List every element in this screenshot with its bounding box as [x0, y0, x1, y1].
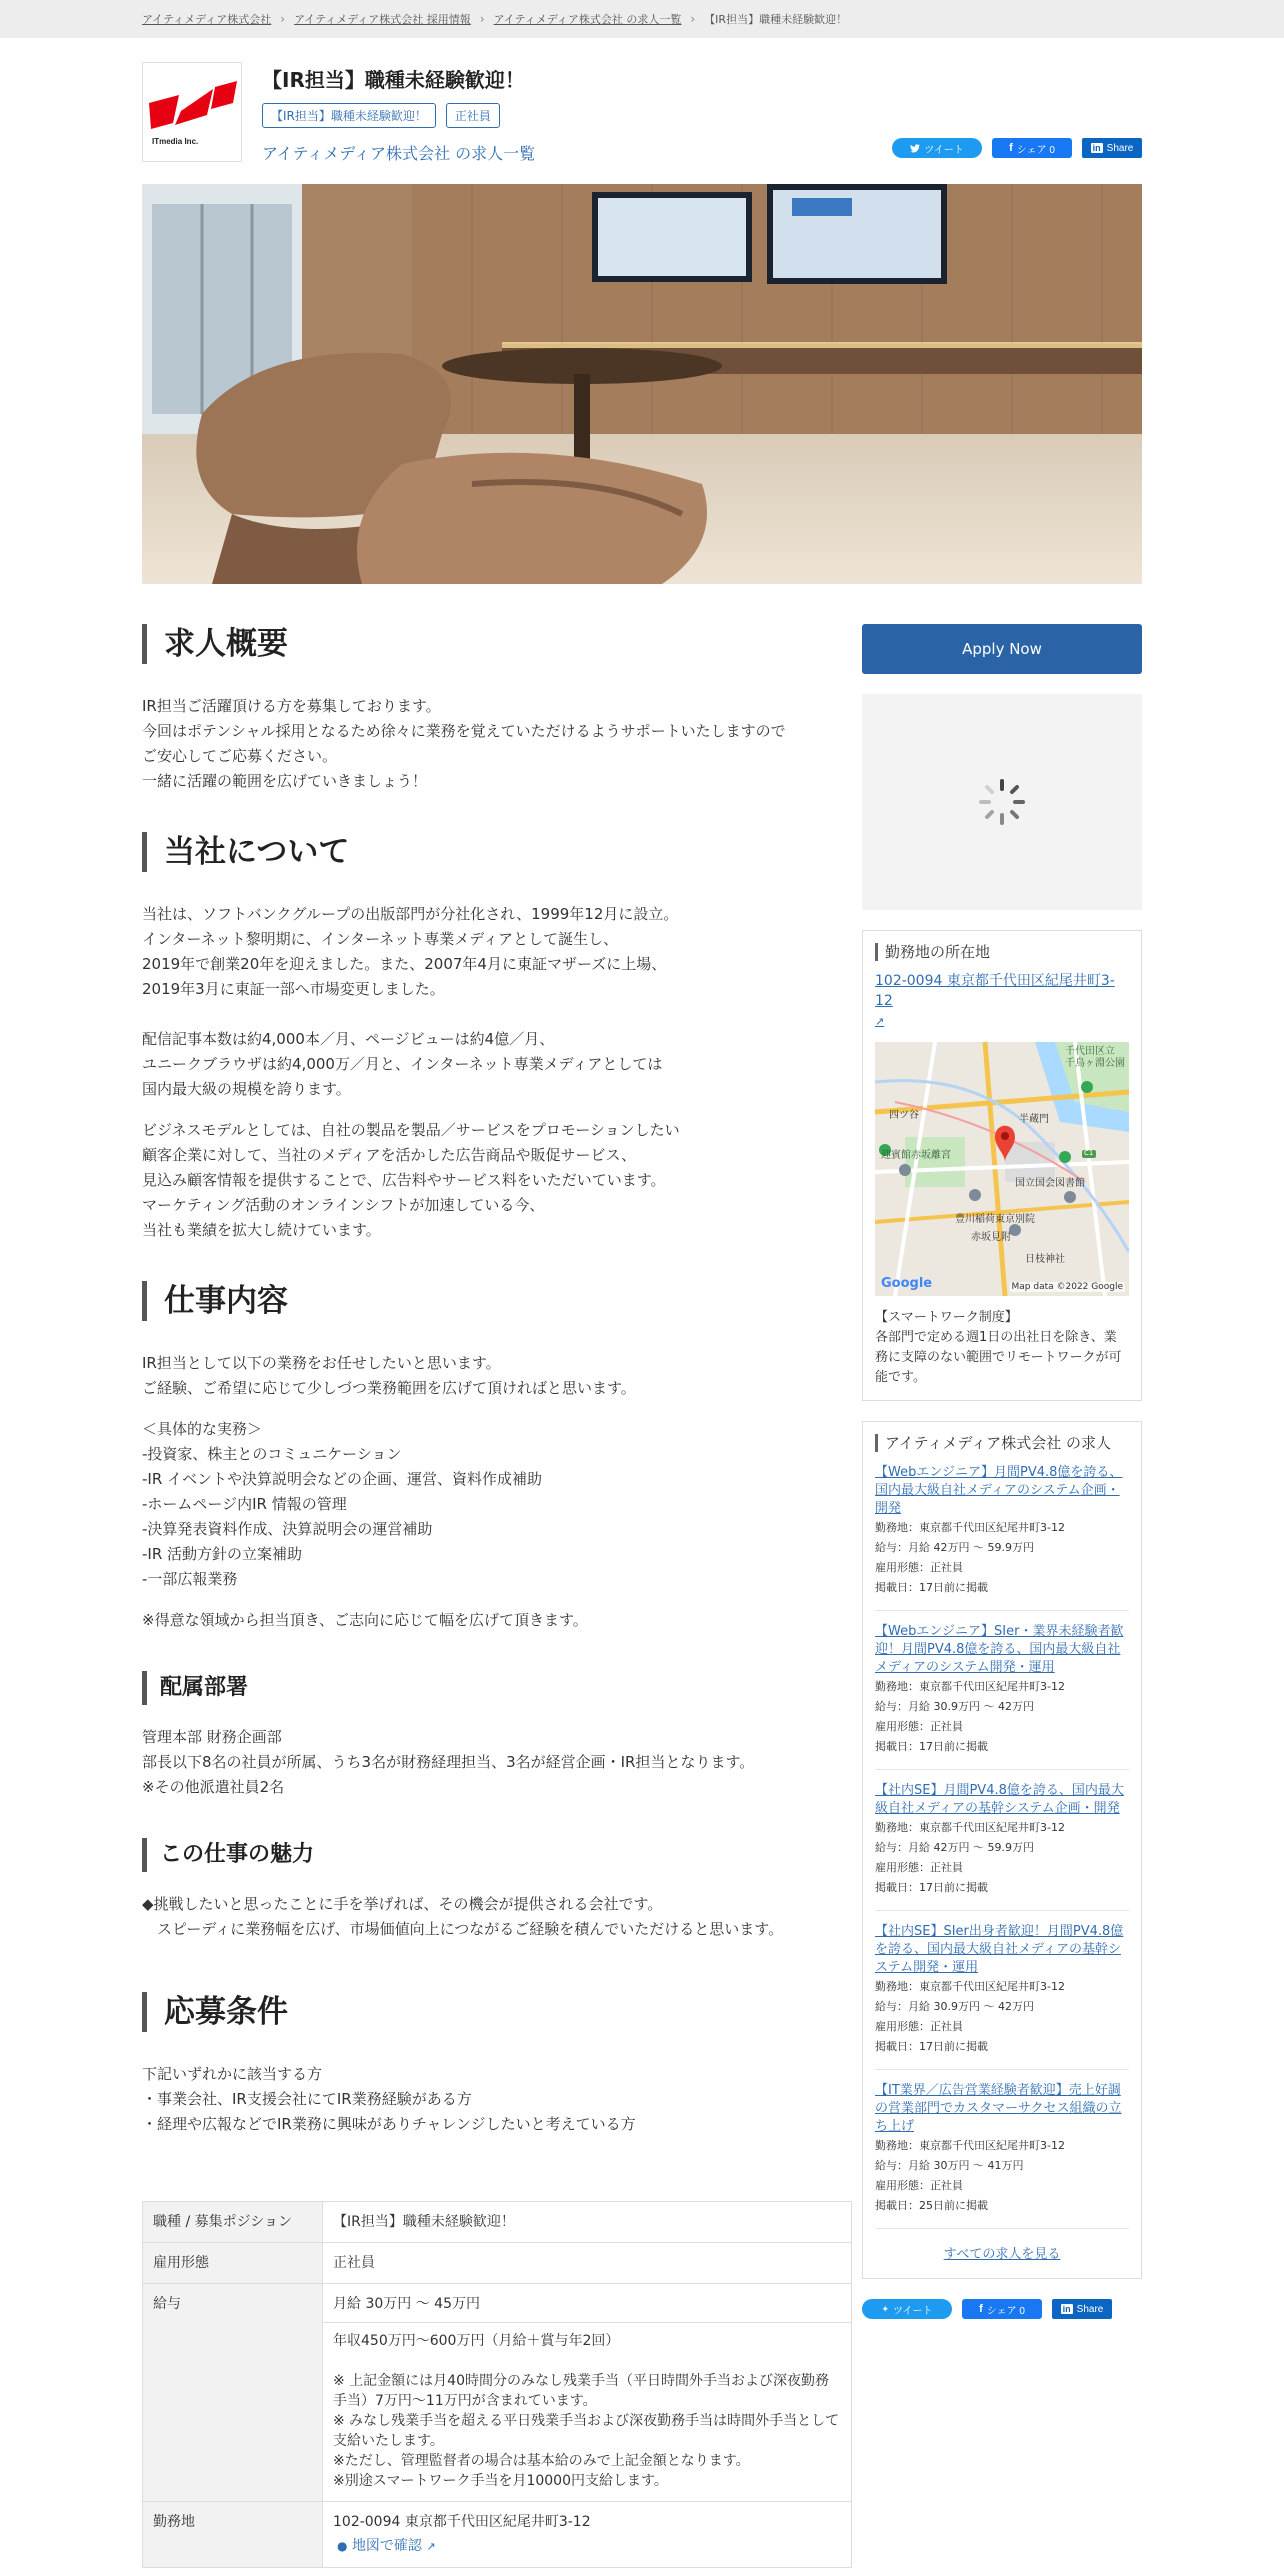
loading-spinner-icon — [977, 777, 1027, 827]
job-text — [142, 1351, 852, 1401]
about-line: 当社も業績を拡大し続けています。 — [142, 1221, 381, 1239]
job-posted: 掲載日：17日前に掲載 — [875, 2040, 988, 2053]
map-label-toyokawa: 豊川稲荷東京別院 — [955, 1214, 1035, 1225]
table-value-position: 【IR担当】職種未経験歓迎！ — [323, 2202, 852, 2243]
requirements-text — [142, 2062, 852, 2137]
job-type: 雇用形態：正社員 — [875, 1561, 963, 1574]
overview-line: 一緒に活躍の範囲を広げていきましょう！ — [142, 772, 428, 790]
facebook-icon: f — [979, 2303, 983, 2315]
linkedin-share-label: Share — [1106, 142, 1134, 154]
tag-employment-type[interactable]: 正社員 — [446, 103, 500, 128]
job-note — [142, 1608, 852, 1633]
facebook-icon: f — [1009, 142, 1013, 154]
about-line: 2019年で創業20年を迎えました。また、2007年4月に東証マザーズに上場、 — [142, 955, 667, 973]
overview-line: ご安心してご応募ください。 — [142, 747, 338, 765]
map-label-chiyoda: 千代田区立 千鳥ヶ淵公園 — [1065, 1046, 1125, 1069]
linkedin-icon: in — [1062, 2304, 1071, 2314]
dept-text — [142, 1725, 852, 1800]
location-address-text: 102-0094 東京都千代田区紀尾井町3-12 — [875, 973, 1115, 1009]
breadcrumb-link-company[interactable]: アイティメディア株式会社 — [142, 13, 272, 26]
list-item — [875, 1611, 1129, 1770]
external-link-icon: ↗ — [875, 1015, 885, 1028]
tag-position[interactable]: 【IR担当】職種未経験歓迎！ — [262, 103, 436, 128]
requirements-line: 下記いずれかに該当する方 — [142, 2065, 323, 2083]
job-duty: -ホームページ内IR 情報の管理 — [142, 1495, 347, 1513]
list-item — [875, 1770, 1129, 1911]
job-posted: 掲載日：25日前に掲載 — [875, 2199, 988, 2212]
appeal-line: ◆挑戦したいと思ったことに手を挙げれば、その機会が提供される会社です。 — [142, 1895, 663, 1913]
job-type: 雇用形態：正社員 — [875, 1861, 963, 1874]
job-location: 勤務地：東京都千代田区紀尾井町3-12 — [875, 1521, 1065, 1534]
table-row — [143, 2202, 852, 2243]
map-label-akasakamitsuke: 赤坂見附 — [971, 1232, 1011, 1243]
job-duty: -IR 活動方針の立案補助 — [142, 1545, 303, 1563]
about-text — [142, 902, 852, 1102]
about-line: 見込み顧客情報を提供することで、広告料やサービス料をいただいています。 — [142, 1171, 666, 1189]
salary-line: 年収450万円～600万円（月給＋賞与年2回） — [333, 2333, 620, 2349]
job-location: 勤務地：東京都千代田区紀尾井町3-12 — [875, 1680, 1065, 1693]
section-job — [142, 1281, 852, 1633]
twitter-bird-icon: ✦ — [881, 2303, 890, 2314]
location-card — [862, 930, 1142, 1401]
tweet-label: ツイート — [924, 144, 964, 156]
linkedin-icon: in — [1092, 143, 1101, 153]
dept-line: 部長以下8名の社員が所属、うち3名が財務経理担当、3名が経営企画・IR担当となります。 — [142, 1753, 755, 1771]
job-duty: ＜具体的な実務＞ — [142, 1420, 263, 1438]
job-title-link[interactable]: 【IT業界／広告営業経験者歓迎】売上好調の営業部門でカスタマーサクセス組織の立ち上げ — [875, 2083, 1122, 2134]
salary-line: ※ただし、管理監督者の場合は基本給のみで上記金額となります。 — [333, 2453, 750, 2469]
job-salary: 給与：月給 30.9万円 〜 42万円 — [875, 1700, 1034, 1713]
dept-line: 管理本部 財務企画部 — [142, 1728, 282, 1746]
table-key-position: 職種 / 募集ポジション — [143, 2202, 323, 2243]
about-text-business — [142, 1118, 852, 1243]
job-line: ※得意な領域から担当頂き、ご志向に応じて幅を広げて頂きます。 — [142, 1611, 588, 1629]
company-job-list — [875, 1452, 1129, 2229]
section-title-job: 仕事内容 — [142, 1281, 852, 1321]
job-posted: 掲載日：17日前に掲載 — [875, 1581, 988, 1594]
facebook-share-label: シェア 0 — [986, 2305, 1025, 2317]
breadcrumb-link-job-list[interactable]: アイティメディア株式会社 の求人一覧 — [493, 13, 682, 26]
company-jobs-link[interactable]: アイティメディア株式会社 の求人一覧 — [262, 144, 536, 163]
map-label-route: C1 — [1084, 1149, 1094, 1157]
table-key-salary: 給与 — [143, 2284, 323, 2502]
table-key-location: 勤務地 — [143, 2502, 323, 2568]
about-line: マーケティング活動のオンラインシフトが加速している今、 — [142, 1196, 545, 1214]
job-location: 勤務地：東京都千代田区紀尾井町3-12 — [875, 1821, 1065, 1834]
location-card-title: 勤務地の所在地 — [875, 943, 1129, 961]
google-map-image — [875, 1042, 1129, 1296]
section-title-appeal: この仕事の魅力 — [142, 1838, 852, 1872]
share-buttons-bottom — [862, 2299, 1142, 2319]
location-map[interactable] — [875, 1042, 1129, 1296]
section-appeal — [142, 1838, 852, 1942]
section-requirements — [142, 1992, 852, 2137]
job-type: 雇用形態：正社員 — [875, 2179, 963, 2192]
job-posted: 掲載日：17日前に掲載 — [875, 1881, 988, 1894]
job-salary: 給与：月給 42万円 〜 59.9万円 — [875, 1541, 1034, 1554]
about-line: インターネット黎明期に、インターネット専業メディアとして誕生し、 — [142, 930, 619, 948]
loading-panel — [862, 694, 1142, 910]
appeal-line: スピーディに業務幅を広げ、市場価値向上につながるご経験を積んでいただけると思います。 — [142, 1920, 784, 1938]
job-tags — [262, 103, 500, 128]
job-duty: -決算発表資料作成、決算説明会の運営補助 — [142, 1520, 433, 1538]
company-jobs-card — [862, 1421, 1142, 2279]
breadcrumb-current: 【IR担当】職種未経験歓迎！ — [704, 13, 848, 26]
facebook-share-button[interactable] — [992, 138, 1072, 158]
list-item — [875, 1911, 1129, 2070]
table-value-employment: 正社員 — [323, 2243, 852, 2284]
section-overview — [142, 624, 852, 794]
hero-office-image — [142, 184, 1142, 584]
job-salary: 給与：月給 30.9万円 〜 42万円 — [875, 2000, 1034, 2013]
smart-work-text: 各部門で定める週1日の出社日を除き、業務に支障のない範囲でリモートワークが可能です。 — [875, 1330, 1122, 1385]
about-line: 顧客企業に対して、当社のメディアを活かした広告商品や販促サービス、 — [142, 1146, 636, 1164]
job-line: IR担当として以下の業務をお任せしたいと思います。 — [142, 1354, 501, 1372]
office-lounge-photo — [142, 184, 1142, 584]
section-title-requirements: 応募条件 — [142, 1992, 852, 2032]
job-type: 雇用形態：正社員 — [875, 1720, 963, 1733]
linkedin-share-button[interactable] — [1082, 138, 1142, 158]
all-jobs-link[interactable]: すべての求人を見る — [943, 2247, 1061, 2262]
map-label-hanzomon: 半蔵門 — [1019, 1114, 1049, 1125]
map-label-geihinkan: 迎賓館赤坂離宮 — [881, 1150, 951, 1161]
twitter-bird-icon — [910, 144, 920, 153]
section-dept — [142, 1671, 852, 1800]
itmedia-logo-icon — [143, 63, 243, 163]
list-item — [875, 2070, 1129, 2229]
chevron-right-icon: › — [690, 12, 696, 26]
map-credit: Map data ©2022 Google — [1011, 1282, 1123, 1292]
section-title-dept: 配属部署 — [142, 1671, 852, 1705]
job-details-table — [142, 2201, 852, 2568]
overview-text — [142, 694, 852, 794]
chevron-right-icon: › — [280, 12, 286, 26]
map-label-hie: 日枝神社 — [1025, 1254, 1065, 1265]
job-title-link[interactable]: 【社内SE】SIer出身者歓迎！月間PV4.8億を誇る、国内最大級自社メディアの基幹システム開発・運用 — [875, 1924, 1124, 1975]
section-about — [142, 832, 852, 1243]
google-logo: Google — [881, 1276, 933, 1291]
about-line: 国内最大級の規模を誇ります。 — [142, 1080, 351, 1098]
job-title-link[interactable]: 【Webエンジニア】SIer・業界未経験者歓迎！月間PV4.8億を誇る、国内最大級自社メディアのシステム開発・運用 — [875, 1624, 1124, 1675]
dept-line: ※その他派遣社員2名 — [142, 1778, 285, 1796]
linkedin-share-button[interactable] — [1052, 2299, 1112, 2319]
tweet-button[interactable] — [862, 2299, 952, 2319]
smart-work-title: 【スマートワーク制度】 — [875, 1310, 1018, 1325]
main-content — [142, 624, 852, 2568]
external-link-icon: ↗ — [426, 2540, 436, 2553]
breadcrumb — [142, 0, 1142, 38]
job-duties — [142, 1417, 852, 1592]
job-salary: 給与：月給 30万円 〜 41万円 — [875, 2159, 1024, 2172]
map-pin-icon: ● — [337, 2539, 348, 2553]
section-title-overview: 求人概要 — [142, 624, 852, 664]
salary-line: ※ みなし残業手当を超える平日残業手当および深夜勤務手当は時間外手当として支給いたします。 — [333, 2413, 840, 2449]
page-title: 【IR担当】職種未経験歓迎！ — [262, 68, 525, 92]
about-line: ユニークブラウザは約4,000万／月と、インターネット専業メディアとしては — [142, 1055, 663, 1073]
overview-line: 今回はポテンシャル採用となるため徐々に業務を覚えていただけるようサポートいたしますので — [142, 722, 786, 740]
requirements-line: ・経理や広報などでIR業務に興味がありチャレンジしたいと考えている方 — [142, 2115, 636, 2133]
section-title-about: 当社について — [142, 832, 852, 872]
table-row — [143, 2502, 852, 2568]
facebook-share-label: シェア 0 — [1016, 144, 1055, 156]
job-salary: 給与：月給 42万円 〜 59.9万円 — [875, 1841, 1034, 1854]
logo-text: ITmedia Inc. — [152, 137, 199, 146]
job-duty: -一部広報業務 — [142, 1570, 238, 1588]
map-label-library: 国立国会図書館 — [1015, 1178, 1085, 1189]
company-jobs-title: アイティメディア株式会社 の求人 — [875, 1434, 1129, 1452]
company-logo — [142, 62, 242, 162]
location-address-link[interactable] — [875, 971, 1129, 1032]
job-location: 勤務地：東京都千代田区紀尾井町3-12 — [875, 1980, 1065, 1993]
chevron-right-icon: › — [479, 12, 485, 26]
requirements-line: ・事業会社、IR支援会社にてIR業務経験がある方 — [142, 2090, 472, 2108]
map-label-yotsuya: 四ツ谷 — [889, 1110, 919, 1121]
table-row — [143, 2243, 852, 2284]
salary-line: ※ 上記金額には月40時間分のみなし残業手当（平日時間外手当および深夜勤務手当）7万円～11万円が含まれています。 — [333, 2373, 829, 2409]
table-key-employment: 雇用形態 — [143, 2243, 323, 2284]
list-item — [875, 1452, 1129, 1611]
facebook-share-button[interactable] — [962, 2299, 1042, 2319]
job-duty: -IR イベントや決算説明会などの企画、運営、資料作成補助 — [142, 1470, 543, 1488]
job-header — [142, 38, 1142, 184]
breadcrumb-bar — [0, 0, 1284, 38]
table-value-location — [323, 2502, 852, 2568]
linkedin-share-label: Share — [1076, 2303, 1104, 2315]
sidebar — [862, 624, 1142, 2568]
map-link-row — [337, 2536, 841, 2557]
job-title-link[interactable]: 【Webエンジニア】月間PV4.8億を誇る、国内最大級自社メディアのシステム企画・開発 — [875, 1465, 1123, 1516]
salary-main: 月給 30万円 〜 45万円 — [333, 2296, 480, 2312]
salary-details — [323, 2322, 851, 2491]
job-type: 雇用形態：正社員 — [875, 2020, 963, 2033]
appeal-text — [142, 1892, 852, 1942]
breadcrumb-link-careers[interactable]: アイティメディア株式会社 採用情報 — [294, 13, 471, 26]
job-location: 勤務地：東京都千代田区紀尾井町3-12 — [875, 2139, 1065, 2152]
job-line: ご経験、ご希望に応じて少しづつ業務範囲を広げて頂ければと思います。 — [142, 1379, 636, 1397]
table-value-salary — [323, 2284, 852, 2502]
about-line: 2019年3月に東証一部へ市場変更しました。 — [142, 980, 445, 998]
tweet-button[interactable] — [892, 138, 982, 158]
share-buttons — [892, 138, 1142, 158]
salary-line: ※別途スマートワーク手当を月10000円支給します。 — [333, 2473, 668, 2489]
job-duty: -投資家、株主とのコミュニケーション — [142, 1445, 402, 1463]
tweet-label: ツイート — [893, 2305, 933, 2317]
job-posted: 掲載日：17日前に掲載 — [875, 1740, 988, 1753]
location-address: 102-0094 東京都千代田区紀尾井町3-12 — [333, 2514, 591, 2530]
apply-now-button[interactable]: Apply Now — [862, 624, 1142, 674]
about-line: 当社は、ソフトバンクグループの出版部門が分社化され、1999年12月に設立。 — [142, 905, 679, 923]
about-line: ビジネスモデルとしては、自社の製品を製品／サービスをプロモーションしたい — [142, 1121, 680, 1139]
overview-line: IR担当ご活躍頂ける方を募集しております。 — [142, 697, 441, 715]
job-title-link[interactable]: 【社内SE】月間PV4.8億を誇る、国内最大級自社メディアの基幹システム企画・開発 — [875, 1783, 1124, 1816]
table-row — [143, 2284, 852, 2502]
smart-work-note — [875, 1308, 1129, 1388]
map-confirm-link[interactable]: 地図で確認 — [351, 2538, 422, 2554]
about-line: 配信記事本数は約4,000本／月、ページビューは約4億／月、 — [142, 1030, 555, 1048]
